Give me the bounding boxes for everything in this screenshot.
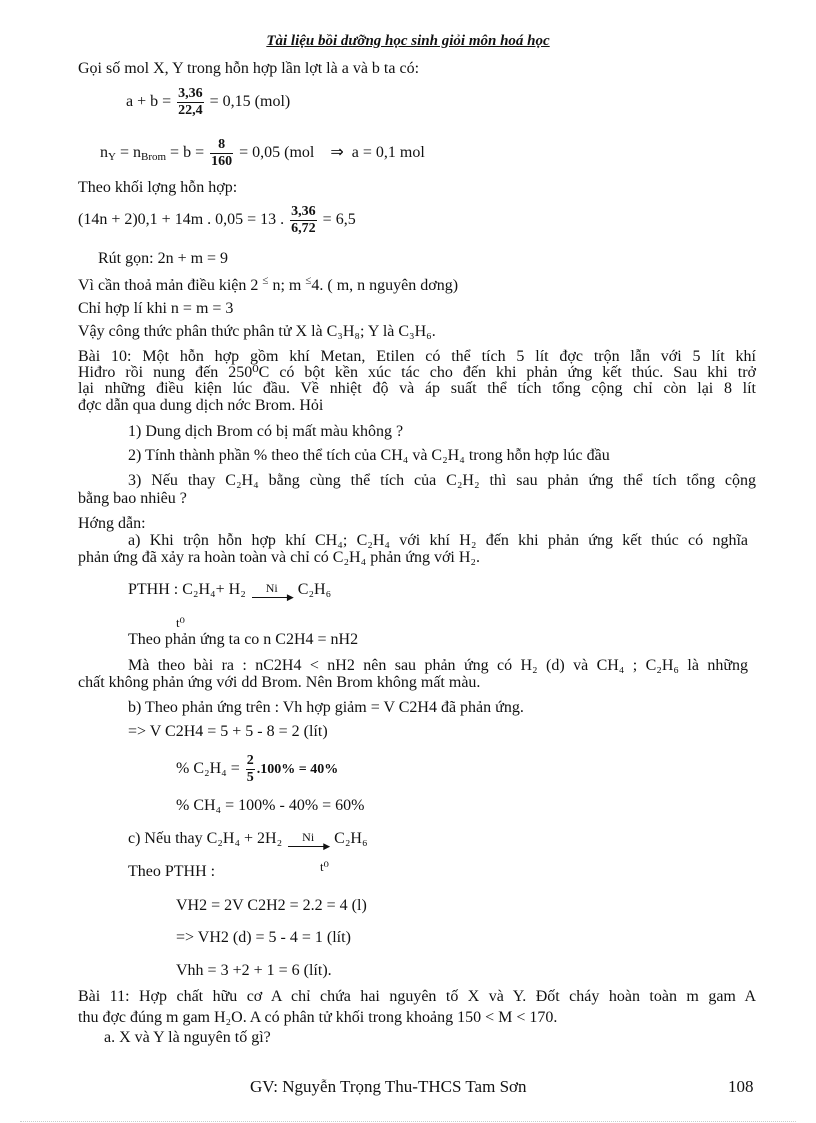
bai11-question-a: a. X và Y là nguyên tố gì?	[104, 1029, 271, 1046]
arrow-line	[288, 846, 328, 847]
fraction	[290, 204, 317, 237]
arrow-head-icon: ▶	[323, 841, 331, 852]
fraction-denominator: 5	[246, 769, 254, 785]
equation-text: n	[100, 144, 108, 161]
catalyst-label: Ni	[302, 830, 315, 845]
equation-text: = b =	[166, 144, 205, 161]
fraction-numerator: 3,36	[291, 203, 316, 219]
paragraph-line: Hiđro rồi nung đến 250⁰C có bột kền xúc tác cho đến khi phản ứng kết thúc. Sau khi trở	[78, 364, 756, 381]
reaction-ratio: Theo phản ứng ta co n C2H4 = nH2	[128, 631, 359, 648]
subscript: Brom	[140, 151, 167, 163]
implies-arrow-icon: ⇒	[330, 142, 344, 161]
equation-sum	[126, 84, 290, 120]
condition-text: Vì cần thoả mản điều kiện 2	[78, 277, 259, 294]
temperature-label: t⁰	[176, 615, 185, 630]
paragraph-line: Bài 10: Một hỗn hợp gồm khí Metan, Etilen có thể tích 5 lít đợc trộn lẫn với 5 lít khí	[78, 348, 756, 365]
page-header: Tài liệu bồi dưỡng học sinh giỏi môn hoá học	[266, 33, 550, 49]
equation-text: PTHH : C₂H₄+ H₂	[128, 581, 246, 598]
reaction-arrow	[250, 581, 294, 603]
volume-c2h4: => V C2H4 = 5 + 5 - 8 = 2 (lít)	[128, 723, 328, 740]
bottom-divider	[20, 1121, 796, 1122]
comparison-cont: chất không phản ứng với dd Brom. Nên Brom không mất màu.	[78, 674, 481, 691]
equation-text: c) Nếu thay C₂H₄ + 2H₂	[128, 830, 283, 847]
fraction	[210, 137, 233, 170]
catalyst-label: Ni	[265, 581, 278, 596]
answer-a-line: a) Khi trộn hỗn hợp khí CH₄; C₂H₄ với khí H₂ đến khi phản ứng kết thúc có nghĩa	[128, 532, 748, 549]
equation-text: a + b =	[126, 93, 172, 110]
paragraph-line: lại những điều kiện lúc đầu. Về nhiệt độ và áp suất thể tích tổng cộng chỉ còn lại 8 lít	[78, 380, 756, 397]
equation-text: a = 0,1 mol	[351, 144, 425, 161]
equation-mass	[78, 202, 356, 238]
le-symbol: ≤	[305, 274, 312, 287]
answer-a-cont: phản ứng đã xảy ra hoàn toàn và chỉ có C₂H₄ phản ứng với H₂.	[78, 549, 480, 566]
subscript: Y	[108, 151, 116, 163]
answer-b: b) Theo phản ứng trên : Vh hợp giảm = V C2H4 đã phản ứng.	[128, 699, 524, 716]
fraction-numerator: 3,36	[178, 85, 203, 101]
fraction	[246, 753, 255, 786]
comparison	[128, 657, 748, 675]
theo-pthh: Theo PTHH :	[128, 863, 216, 880]
equation-ny	[100, 134, 425, 171]
question-3	[128, 472, 756, 490]
intro-line: Gọi số mol X, Y trong hỗn hợp lần lợt là a và b ta có:	[78, 60, 420, 77]
fraction-denominator: 22,4	[178, 102, 203, 118]
arrow-line	[252, 597, 292, 598]
page-number: 108	[728, 1077, 754, 1096]
volume-h2: VH2 = 2V C2H2 = 2.2 = 4 (l)	[176, 897, 367, 914]
condition-text: 4. ( m, n nguyên dơng)	[311, 277, 459, 294]
arrow-head-icon: ▶	[286, 592, 294, 603]
equation-text: C₂H₆	[334, 830, 368, 847]
comparison-line: Mà theo bài ra : nC2H4 < nH2 nên sau phản ứng có H₂ (d) và CH₄ ; C₂H₆ là những	[128, 657, 748, 674]
only-if-line: Chỉ hợp lí khi n = m = 3	[78, 300, 234, 317]
equation-text: = 0,05 (mol	[239, 144, 315, 161]
temperature-label: t⁰	[320, 859, 329, 874]
equation-text: = 0,15 (mol)	[209, 93, 291, 110]
percent-c2h4	[176, 751, 338, 788]
footer-author: GV: Nguyễn Trọng Thu-THCS Tam Sơn	[250, 1077, 527, 1096]
answer-a	[128, 532, 748, 550]
equation-text: (14n + 2)0,1 + 14m . 0,05 = 13 .	[78, 211, 285, 228]
paragraph-line: thu đợc đúng m gam H₂O. A có phân tử khối trong khoảng 150 < M < 170.	[78, 1009, 558, 1026]
simplify-line: Rút gọn: 2n + m = 9	[98, 250, 229, 267]
volume-h2-excess: => VH2 (d) = 5 - 4 = 1 (lít)	[176, 929, 351, 946]
question-2: 2) Tính thành phần % theo thể tích của CH₄ và C₂H₄ trong hỗn hợp lúc đầu	[128, 447, 610, 464]
reaction-arrow	[286, 830, 331, 852]
mass-title: Theo khối lợng hỗn hợp:	[78, 179, 238, 196]
volume-total: Vhh = 3 +2 + 1 = 6 (lít).	[176, 962, 332, 979]
fraction-denominator: 160	[211, 153, 233, 169]
fraction	[177, 86, 204, 119]
equation-text: .100% = 40%	[256, 762, 339, 777]
equation-text: C₂H₆	[297, 581, 332, 598]
fraction-numerator: 2	[246, 752, 254, 768]
fraction-numerator: 8	[210, 137, 233, 154]
condition-line	[78, 274, 459, 295]
formula-line: Vậy công thức phân thức phân tử X là C₃H₈; Y là C₃H₆.	[78, 323, 436, 340]
equation-text: % C₂H₄ =	[176, 760, 240, 777]
paragraph-line: đợc dẫn qua dung dịch nớc Brom. Hỏi	[78, 397, 324, 414]
question-3-cont: bằng bao nhiêu ?	[78, 490, 187, 507]
le-symbol: ≤	[262, 274, 269, 287]
paragraph-line: Bài 11: Hợp chất hữu cơ A chỉ chứa hai nguyên tố X và Y. Đốt cháy hoàn toàn m gam A	[78, 988, 756, 1005]
equation-text: = 6,5	[322, 211, 356, 228]
question-3-line: 3) Nếu thay C₂H₄ bằng cùng thể tích của C₂H₂ thì sau phản ứng thể tích tổng cộng	[128, 472, 756, 489]
pthh-equation	[128, 581, 332, 603]
guide-title: Hớng dẫn:	[78, 515, 146, 532]
percent-ch4: % CH₄ = 100% - 40% = 60%	[176, 797, 365, 814]
answer-c	[128, 830, 368, 852]
bai10-paragraph	[78, 380, 756, 398]
equation-text: = n	[119, 144, 141, 161]
fraction-denominator: 6,72	[291, 220, 316, 236]
bai11-paragraph	[78, 988, 756, 1006]
question-1: 1) Dung dịch Brom có bị mất màu không ?	[128, 423, 404, 440]
condition-text: n; m	[268, 277, 302, 294]
